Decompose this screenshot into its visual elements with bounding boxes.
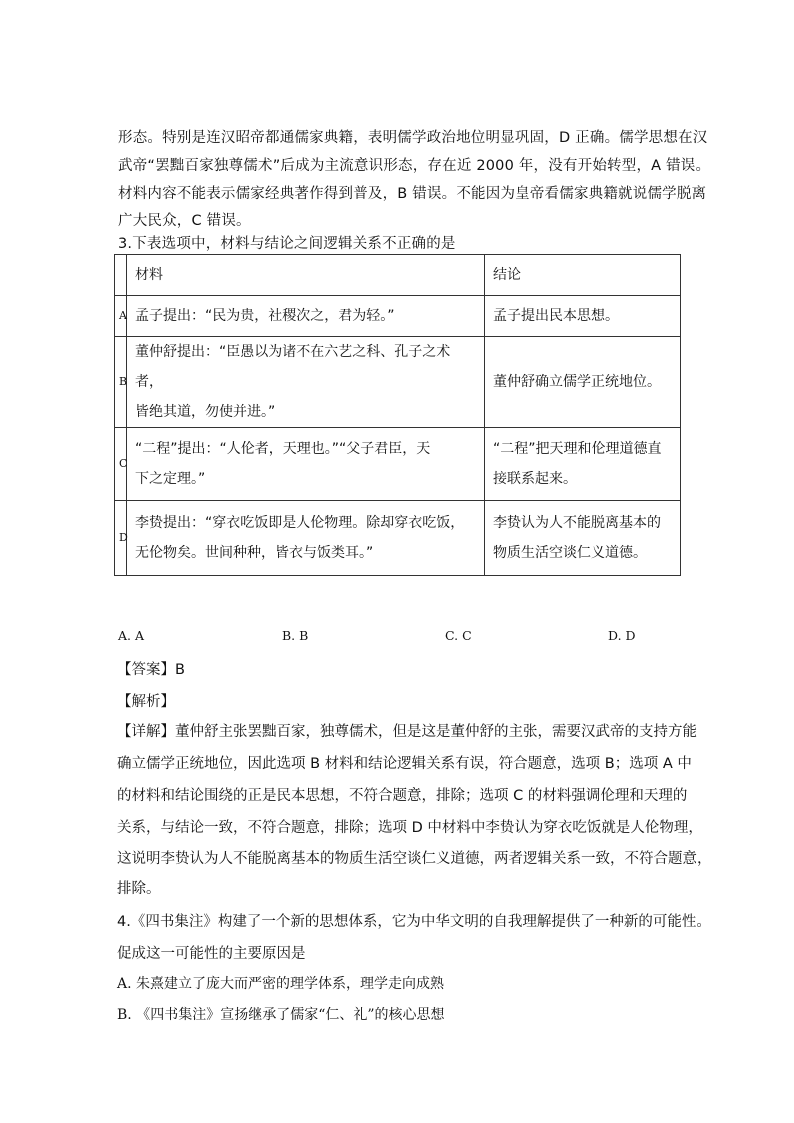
table-row — [115, 501, 681, 576]
row-conclusion-line: “二程”把天理和伦理道德直 — [493, 441, 662, 457]
option-a: A. A — [118, 628, 145, 643]
answer-label: 【答案】B — [117, 662, 185, 678]
prev-answer-line-1: 形态。特别是连汉昭帝都通儒家典籍，表明儒学政治地位明显巩固，D 正确。儒学思想在汉 — [118, 130, 708, 146]
row-material-line: “二程”提出：“人伦者，天理也。”“父子君臣，天 — [135, 441, 431, 457]
material-table — [114, 254, 681, 576]
question-4-stem-line-2: 促成这一可能性的主要原因是 — [117, 946, 306, 962]
row-conclusion-line: 接联系起来。 — [493, 471, 577, 487]
option-c: C. C — [445, 628, 472, 643]
analysis-heading: 【解析】 — [117, 694, 175, 710]
table-row — [115, 296, 681, 337]
row-material — [127, 428, 485, 501]
prev-answer-line-3: 材料内容不能表示儒家经典著作得到普及，B 错误。不能因为皇帝看儒家典籍就说儒学脱离 — [118, 186, 707, 202]
question-4-choice-a: A. 朱熹建立了庞大而严密的理学体系，理学走向成熟 — [117, 976, 445, 992]
row-key: B — [115, 337, 127, 428]
analysis-line-2: 确立儒学正统地位，因此选项 B 材料和结论逻辑关系有误，符合题意，选项 B；选项 A 中 — [117, 756, 692, 772]
table-header-conclusion: 结论 — [485, 255, 681, 296]
table-header-material: 材料 — [127, 255, 485, 296]
analysis-line-3: 的材料和结论围绕的正是民本思想，不符合题意，排除；选项 C 的材料强调伦理和天理的 — [117, 788, 688, 804]
row-conclusion-line: 孟子提出民本思想。 — [493, 308, 619, 324]
question-4-choice-b: B. 《四书集注》宣扬继承了儒家“仁、礼”的核心思想 — [117, 1007, 445, 1023]
prev-answer-line-2: 武帝“罢黜百家独尊儒术”后成为主流意识形态，存在近 2000 年，没有开始转型，A 错误。 — [118, 158, 711, 174]
row-conclusion-line: 李贽认为人不能脱离基本的 — [493, 515, 661, 531]
prev-answer-line-4: 广大民众，C 错误。 — [118, 213, 251, 229]
analysis-line-5: 这说明李贽认为人不能脱离基本的物质生活空谈仁义道德，两者逻辑关系一致，不符合题意， — [117, 851, 712, 867]
row-conclusion — [485, 296, 681, 337]
table-row — [115, 337, 681, 428]
option-d: D. D — [608, 628, 636, 643]
analysis-line-6: 排除。 — [117, 881, 161, 897]
row-key: D — [115, 501, 127, 576]
row-material — [127, 501, 485, 576]
row-material-line: 皆绝其道，勿使并进。” — [135, 404, 276, 420]
question-4-stem-line-1: 4.《四书集注》构建了一个新的思想体系，它为中华文明的自我理解提供了一种新的可能性。 — [117, 914, 711, 930]
row-key: A — [115, 296, 127, 337]
analysis-line-4: 关系，与结论一致，不符合题意，排除；选项 D 中材料中李贽认为穿衣吃饭就是人伦物理， — [117, 820, 703, 836]
row-conclusion — [485, 337, 681, 428]
question-3-stem: 3.下表选项中，材料与结论之间逻辑关系不正确的是 — [118, 236, 456, 252]
row-conclusion-line: 董仲舒确立儒学正统地位。 — [493, 374, 661, 390]
row-material-line: 无伦物矣。世间种种，皆衣与饭类耳。” — [135, 545, 374, 561]
row-conclusion — [485, 501, 681, 576]
table-row — [115, 428, 681, 501]
table-header-key — [115, 255, 127, 296]
analysis-line-1: 【详解】董仲舒主张罢黜百家，独尊儒术，但是这是董仲舒的主张，需要汉武帝的支持方能 — [117, 724, 697, 740]
row-material — [127, 296, 485, 337]
row-material-line: 李贽提出：“穿衣吃饭即是人伦物理。除却穿衣吃饭， — [135, 515, 465, 531]
row-material-line: 董仲舒提出：“臣愚以为诸不在六艺之科、孔子之术者， — [135, 344, 451, 390]
option-b: B. B — [282, 628, 309, 643]
row-conclusion-line: 物质生活空谈仁义道德。 — [493, 545, 647, 561]
table-header-row — [115, 255, 681, 296]
row-material — [127, 337, 485, 428]
row-material-line: 孟子提出：“民为贵，社稷次之，君为轻。” — [135, 308, 395, 324]
row-conclusion — [485, 428, 681, 501]
row-key: C — [115, 428, 127, 501]
row-material-line: 下之定理。” — [135, 471, 206, 487]
